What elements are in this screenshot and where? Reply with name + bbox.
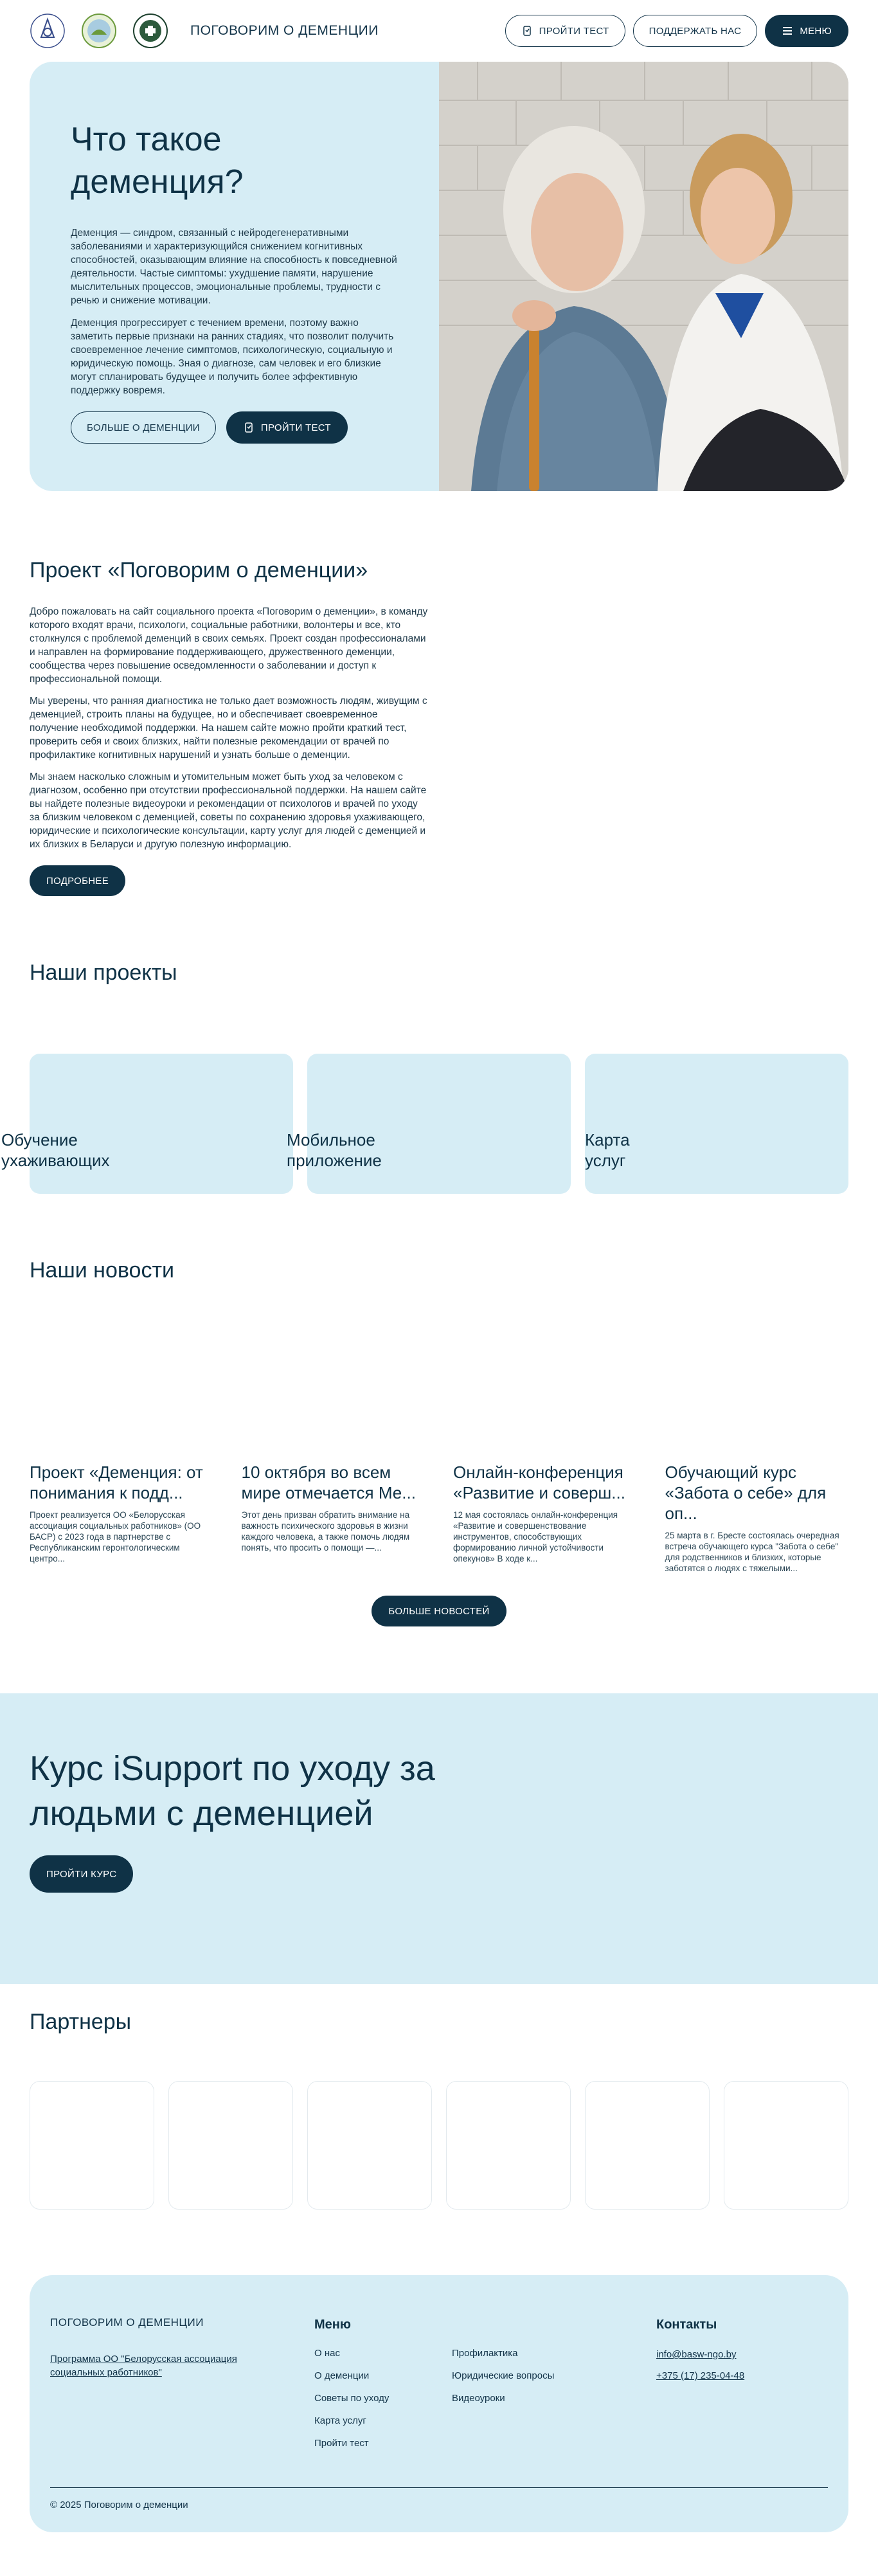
about-paragraph: Добро пожаловать на сайт социального проекта «Поговорим о деменции», в команду которого входят врачи, психологи, социальные работники, волонтеры и все, кто столкнулся с проблемой деменций в своих семьях. Проект создан профессионалами и направлен на формирование поддерживающего, дружественного деменции, сообщества через повышение осведомленности о заболевании и доступ к профессиональной помощи. — [30, 606, 428, 685]
hero-title: Что такое деменция? — [71, 121, 244, 201]
logo-3-icon[interactable] — [132, 13, 168, 49]
about-more-button[interactable] — [30, 865, 125, 896]
news-item-title[interactable]: Обучающий курс «Забота о себе» для оп... — [665, 1463, 827, 1523]
about-more-label: ПОДРОБНЕЕ — [46, 875, 109, 887]
hero-photo — [439, 62, 848, 491]
project-card-services-map[interactable] — [585, 1054, 848, 1194]
news-item-text: 12 мая состоялась онлайн-конференция «Развитие и совершенствование инструментов, способствующих формированию личной устойчивости опекунов» В ходе к... — [453, 1510, 618, 1563]
news-item-title[interactable]: Онлайн-конференция «Развитие и соверш... — [453, 1463, 625, 1502]
site-title[interactable]: ПОГОВОРИМ О ДЕМЕНЦИИ — [190, 23, 379, 38]
test-icon — [243, 422, 255, 433]
partner-card[interactable] — [446, 2081, 571, 2210]
footer-menu — [314, 2318, 554, 2449]
take-course-label: ПРОЙТИ КУРС — [46, 1868, 117, 1880]
news-item-text: Этот день призван обратить внимание на важность психического здоровья в жизни каждого человека, а также помочь людям понять, что просить о помощи —... — [241, 1510, 410, 1553]
footer-menu-item[interactable]: Профилактика — [452, 2348, 518, 2359]
logo-1-icon[interactable] — [30, 13, 66, 49]
more-about-dementia-button[interactable] — [71, 411, 216, 444]
projects-list — [1, 1054, 848, 1194]
footer-menu-col-1 — [314, 2348, 452, 2449]
footer-copyright: © 2025 Поговорим о деменции — [50, 2499, 188, 2510]
projects-title: Наши проекты — [30, 960, 177, 985]
footer-contacts-title: Контакты — [656, 2318, 717, 2332]
project-label: Мобильное приложение — [287, 1130, 382, 1170]
menu-label: МЕНЮ — [800, 25, 832, 37]
footer-menu-title: Меню — [314, 2318, 351, 2332]
news-more-wrapper — [30, 1596, 848, 1626]
partner-card[interactable] — [724, 2081, 848, 2210]
footer-brand[interactable]: ПОГОВОРИМ О ДЕМЕНЦИИ — [50, 2316, 204, 2328]
news-title: Наши новости — [30, 1258, 175, 1283]
about-text — [30, 605, 848, 851]
about-paragraph: Мы знаем насколько сложным и утомительным может быть уход за человеком с диагнозом, особенно при отсутствии профессиональной поддержки. На нашем сайте вы найдете полезные видеоуроки и рекомендации от психологов и врачей по уходу за близким человеком с деменцией, советы по сохранению здоровья ухаживающего, юридические и психологические консультации, карту услуг для людей с деменцией и их близких в Беларуси и другую полезную информацию. — [30, 771, 427, 850]
footer-brand-block — [50, 2316, 262, 2379]
footer-email-link[interactable]: info@basw-ngo.by — [656, 2349, 737, 2360]
test-icon — [521, 25, 533, 37]
more-about-dementia-label: БОЛЬШЕ О ДЕМЕНЦИИ — [87, 422, 200, 433]
news-item[interactable] — [665, 1462, 849, 1574]
support-label: ПОДДЕРЖАТЬ НАС — [649, 25, 742, 37]
more-news-button[interactable] — [372, 1596, 506, 1626]
partner-card[interactable] — [307, 2081, 432, 2210]
menu-icon — [782, 25, 793, 37]
footer-divider — [50, 2487, 828, 2488]
more-news-label: БОЛЬШЕ НОВОСТЕЙ — [388, 1605, 490, 1617]
hero-paragraph-1: Деменция — синдром, связанный с нейродегенеративными заболеваниями и характеризующийся снижением когнитивных способностей, оказывающим влияние на способность к повседневной деятельности. Частые симптомы: ухудшение памяти, нарушение мыслительных процессов, эмоциональные проблемы, трудности с речью и снижение мотивации. — [71, 228, 397, 306]
partner-card[interactable] — [585, 2081, 710, 2210]
footer-menu-item[interactable]: Карта услуг — [314, 2415, 366, 2426]
logo-2-icon[interactable] — [81, 13, 117, 49]
hero-buttons — [71, 411, 399, 444]
footer-menu-item[interactable]: О деменции — [314, 2370, 370, 2381]
about-title: Проект «Поговорим о деменции» — [30, 558, 368, 582]
site-header — [0, 0, 878, 62]
partners-title: Партнеры — [30, 2010, 132, 2034]
project-label: Обучение ухаживающих — [1, 1130, 110, 1170]
partners-section — [0, 2010, 878, 2210]
footer-program-link[interactable]: Программа ОО "Белорусская ассоциация социальных работников" — [50, 2354, 237, 2378]
hero-paragraph-2: Деменция прогрессирует с течением времени, поэтому важно заметить первые признаки на ранних стадиях, что позволит получить своевременное лечение симптомов, психологическую, социальную и юридическую помощь. Зная о диагнозе, сам человек и его близкие могут спланировать будущее и получить более эффективную поддержку вовремя. — [71, 318, 394, 396]
footer-menu-item[interactable]: Советы по уходу — [314, 2393, 390, 2404]
news-item-title[interactable]: Проект «Деменция: от понимания к подд... — [30, 1463, 203, 1502]
news-item[interactable] — [30, 1462, 213, 1574]
news-item-title[interactable]: 10 октября во всем мире отмечается Ме... — [241, 1463, 416, 1502]
footer-menu-col-2 — [452, 2348, 554, 2449]
support-button[interactable] — [633, 15, 758, 47]
menu-button[interactable] — [765, 15, 848, 47]
footer-menu-item[interactable]: О нас — [314, 2348, 340, 2359]
news-item-text: Проект реализуется ОО «Белорусская ассоциация социальных работников» (ОО БАСР) с 2023 года в партнерстве с Республиканским геронтологическим центро... — [30, 1510, 201, 1563]
news-list — [30, 1462, 848, 1574]
hero-section — [30, 62, 848, 491]
project-card-mobile-app[interactable] — [287, 1054, 571, 1194]
partner-card[interactable] — [30, 2081, 154, 2210]
header-test-label: ПРОЙТИ ТЕСТ — [539, 25, 609, 37]
about-section — [0, 558, 878, 1626]
footer-menu-item[interactable]: Пройти тест — [314, 2438, 369, 2449]
footer-phone-link[interactable]: +375 (17) 235-04-48 — [656, 2370, 745, 2381]
project-card-training[interactable] — [1, 1054, 293, 1194]
footer-menu-item[interactable]: Юридические вопросы — [452, 2370, 555, 2381]
footer-menu-item[interactable]: Видеоуроки — [452, 2393, 505, 2404]
project-label: Карта услуг — [585, 1130, 630, 1170]
news-item[interactable] — [242, 1462, 426, 1574]
partner-card[interactable] — [168, 2081, 293, 2210]
take-course-button[interactable] — [30, 1855, 133, 1893]
partners-list — [30, 2081, 848, 2210]
about-paragraph: Мы уверены, что ранняя диагностика не только дает возможность людям, живущим с деменцией, строить планы на будущее, но и обеспечивает своевременное получение необходимой поддержки. На нашем сайте можно пройти краткий тест, проверить себя и своих близких, найти полезные рекомендации от врачей по профилактике когнитивных нарушений и узнать больше о деменции. — [30, 696, 427, 761]
logos — [30, 13, 168, 49]
header-test-button[interactable] — [505, 15, 625, 47]
course-title: Курс iSupport по уходу за людьми с деменцией — [30, 1749, 435, 1833]
hero-text — [30, 62, 439, 491]
news-item-text: 25 марта в г. Бресте состоялась очередная встреча обучающего курса "Забота о себе" для родственников и близких, которые заботятся о людях с тяжелыми... — [665, 1531, 839, 1573]
news-item[interactable] — [453, 1462, 637, 1574]
footer-contacts — [656, 2318, 744, 2382]
site-footer — [30, 2275, 848, 2532]
header-actions — [505, 15, 848, 47]
hero-test-button[interactable] — [226, 411, 348, 444]
hero-test-label: ПРОЙТИ ТЕСТ — [260, 422, 331, 433]
course-section — [0, 1693, 878, 1984]
